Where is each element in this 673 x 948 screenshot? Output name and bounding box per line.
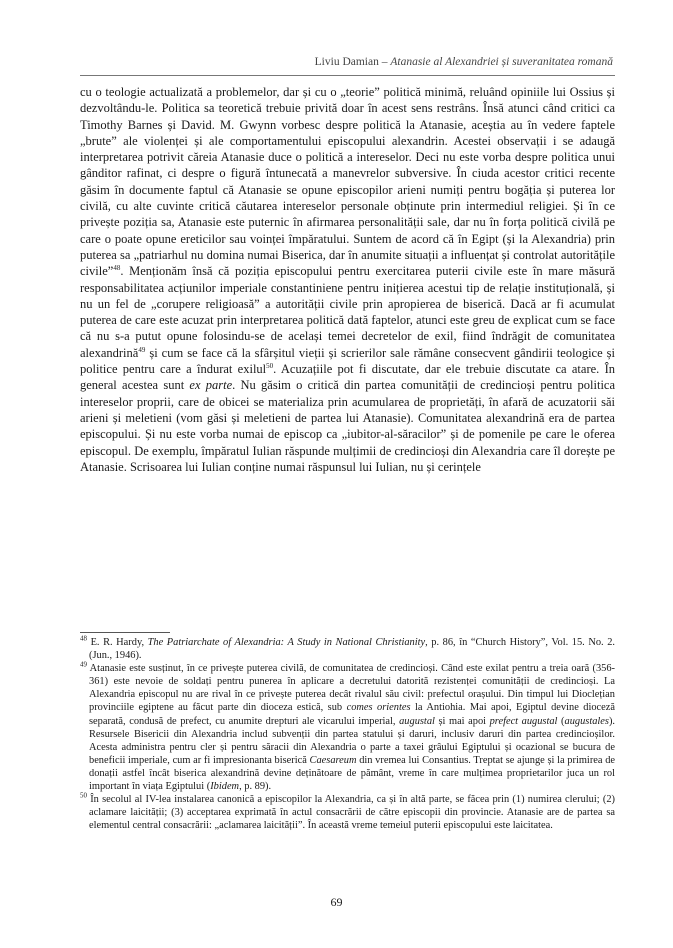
header-rule [80, 75, 615, 76]
body-text [80, 84, 615, 475]
footnote-italic: Caesareum [309, 754, 357, 766]
running-header [60, 56, 613, 68]
footnote-50 [80, 793, 615, 832]
footnote-italic: The Patriarchate of Alexandria: A Study in National Christianity [147, 637, 426, 648]
paragraph-text: și cum se face că la sfârșitul vieții și scrierilor sale rămâne consecvent gândirii teologice și politice pentru care a îndurat exilul [80, 345, 615, 377]
footnote-number: 48 [80, 634, 87, 643]
footnote-text: , p. 86, în “Church History”, Vol. 15. No. 2. (Jun., 1946). [89, 637, 616, 662]
footnote-number: 50 [80, 791, 87, 800]
footnote-number: 49 [80, 660, 87, 669]
footnote-text: E. R. Hardy, [87, 637, 148, 648]
header-title: Atanasie al Alexandriei și suveranitatea romană [390, 56, 613, 68]
footnote-italic: Ibidem [210, 781, 240, 793]
footnote-text: și mai apoi [434, 715, 490, 727]
footnote-text: la Antiohia. Mai apoi, Egiptul devine dioceză separată, condusă de prefect, cu anumite drepturi ale vicarului imperial, [89, 702, 616, 727]
header-author: Liviu Damian – [314, 56, 391, 68]
footnote-ref-48: 48 [113, 264, 121, 273]
page-number: 69 [330, 895, 343, 909]
footnote-text: ). Resursele Bisericii din Alexandria includ subvenții din partea statului și daruri, inclusiv daruri din partea credincioșilor. Acesta administra pentru cler și pentru săracii din Alexandria o parte a taxei grâului Egiptului și ocazional se bucura de beneficii imperiale, cum ar fi impresionanta biserică [89, 715, 616, 766]
paragraph-text: . Acuzațiile pot fi discutate, dar ele trebuie discutate ca atare. În general acestea sunt [80, 362, 615, 393]
footnote-text: Atanasie este susținut, în ce privește puterea civilă, de comunitatea de credincioși. Când este exilat pentru a treia oară (356-361) este nevoie de soldați pentru punerea în aplicare a decretului datorită rezistenței comunității de credincioși. La Alexandria episcopul nu are rival în ce privește puterea decât rivalul său civil: prefectul orașului. Din timpul lui Dioclețian provinciile egiptene au făcut parte din dioceza estică, sub [87, 663, 615, 714]
footnote-italic: comes orientes [346, 702, 411, 714]
footnote-italic: augustales [564, 715, 609, 727]
footnotes [80, 636, 615, 832]
footnote-text: ( [557, 715, 565, 727]
footnote-ref-49: 49 [138, 345, 146, 354]
paragraph-text: . Nu găsim o critică din partea comunității de credincioși pentru politica intereselor proprii, care de obicei se materializa prin acumularea de proprietăți, în afară de acuzatorii săi arieni și meletieni (vom găsi și meletieni de partea lui Atanasie). Comunitatea alexandrină era de partea episcopului. Și nu este vorba numai de episcop ca „iubitor-al-săracilor” și de pomenile pe care le oferea episcopul. De exemplu, împăratul Iulian răspunde mulțimii de credincioși din Alexandria care îl dorește pe Atanasie. Scrisoarea lui Iulian conține numai răspunsul lui Iulian, nu și cerințele [80, 378, 616, 474]
main-paragraph [80, 84, 615, 475]
footnote-49 [80, 662, 615, 793]
footnote-text: , p. 89). [239, 781, 272, 793]
paragraph-text: . Menționăm însă că poziția episcopului pentru exercitarea puterii civile este în mare măsură responsabilitatea acțiunilor imperiale constantiniene pentru inițierea acestui tip de relație instituțională, și nu un fel de „corupere religioasă” a autorității civile prin apropierea de biserică. Dacă ar fi acumulat puterea de care este acuzat prin interpretarea politică dată faptelor, atunci este greu de explicat cum se face că nu s-a putut opune folosindu-se de același temei decretelor de exil, fiind îndrăgit de comunitatea alexandrină [80, 264, 615, 360]
paragraph-text: cu o teologie actualizată a problemelor, dar și cu o „teorie” politică minimă, reluând opiniile lui Ossius și dezvoltându-le. Politica sa teoretică trebuie privită doar în acest sens restrâns. Însă atunci când critici ca Timothy Barnes și David. M. Gwynn vorbesc despre politică la Atanasie, aceștia au în vedere faptele „brute” ale violenței și ale comportamentului episcopului alexandrin. Acestei observații i se adaugă interpretarea potrivit căreia Atanasie duce o politică a intereselor. Deci nu este vorba despre politica unui gânditor rafinat, ci despre o figură întunecată a manevrelor subversive. În ciuda acestor critici recente găsim în documente faptul că Atanasie se opune episcopilor arieni numiți pentru bogăția și puterea lor civilă, cu alte cuvinte critică căutarea intereselor personale obținute prin intermediul religiei. Și în ce privește poziția sa, Atanasie este puternic în afirmarea personalității sale, dar nu în forța politică civilă pe care o poate opune ereticilor sau voinței împăratului. Suntem de acord că în Egipt (și la Alexandria) prin puterea sa „patriarhul nu domina numai Biserica, dar în anumite situații a influențat și controlat autoritățile civile” [80, 85, 615, 279]
footnote-text: din vremea lui Consantius. Treptat se ajunge și la primirea de donații astfel încât biserica alexandrină devine deținătoare de pământ, vreme în care mulțimea proprietarilor juca un rol important în viața Egiptului ( [89, 754, 616, 793]
footnote-ref-50: 50 [266, 361, 274, 370]
footnote-text: În secolul al IV-lea instalarea canonică a episcopilor la Alexandria, ca și în altă parte, se făcea prin (1) numirea clerului; (2) aclamare laicității; (3) acceptarea exprimată în actul consacrării de către episcopii din provincie. Atanasie are de partea sa elementul central consacrării: „aclamarea laicității”. În această vreme temeiul puterii episcopului este laicitatea. [87, 794, 615, 832]
footnote-italic: augustal [399, 715, 435, 727]
footnote-48 [80, 636, 615, 662]
paragraph-italic: ex parte [189, 378, 233, 393]
footnote-separator [80, 632, 170, 633]
footnote-italic: prefect augustal [489, 715, 558, 727]
